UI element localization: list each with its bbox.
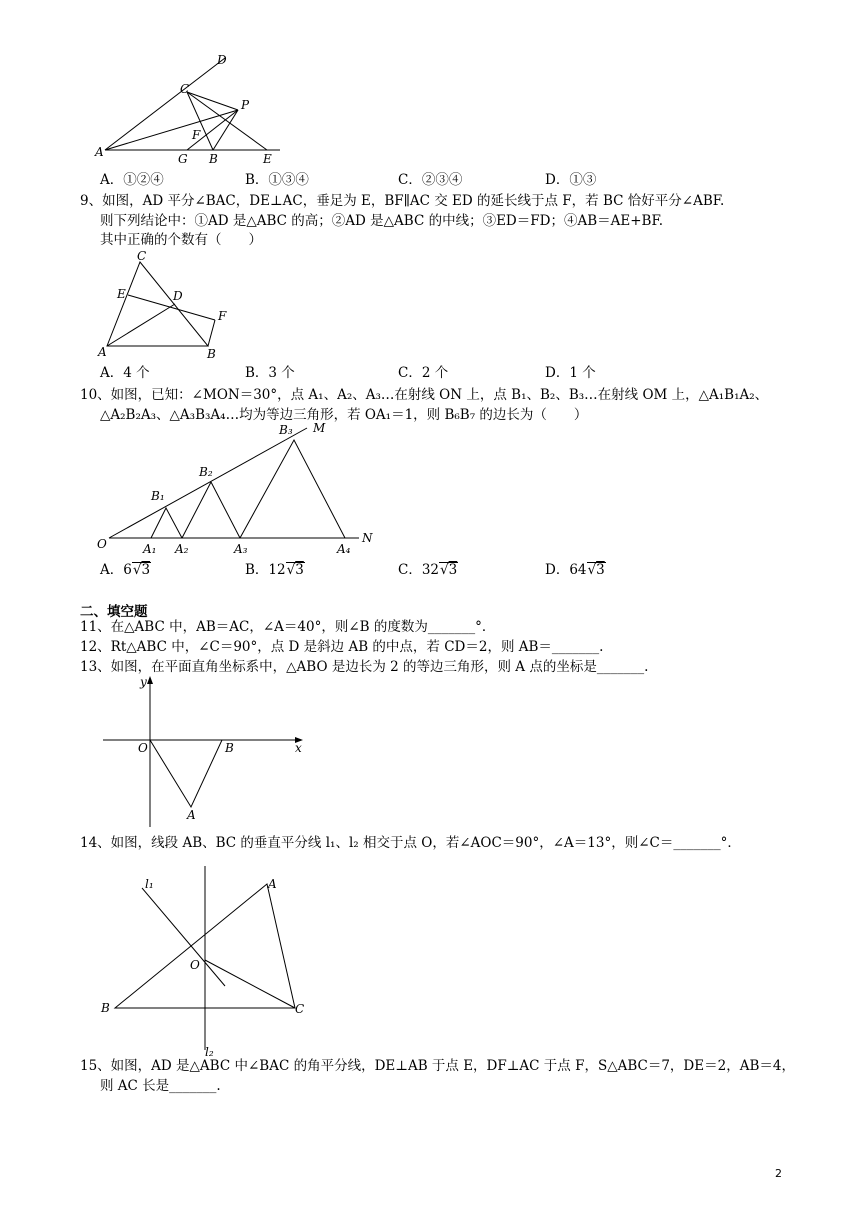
q13-label-A: A	[187, 808, 196, 822]
q13-label-x: x	[295, 741, 302, 755]
q10-figure	[95, 420, 385, 560]
q10-label-N: N	[362, 531, 373, 545]
q10-label-A4: A₄	[337, 542, 351, 556]
q10-label-B1: B₁	[151, 489, 165, 503]
q8-option-a: A．①②④	[100, 172, 164, 188]
q8-option-d: D．①③	[545, 172, 597, 188]
q9-figure	[95, 250, 245, 362]
q14-label-l1: l₁	[145, 877, 154, 891]
q14-figure	[95, 860, 325, 1060]
q9-option-c: C．2 个	[398, 365, 449, 381]
q14-label-B: B	[101, 1001, 110, 1015]
q9-label-B: B	[207, 347, 216, 361]
q8-label-C: C	[180, 82, 190, 96]
q14-label-A: A	[268, 877, 277, 891]
q10-label-A2: A₂	[175, 542, 189, 556]
q14-label-C: C	[295, 1002, 305, 1016]
q13-text: 13、如图，在平面直角坐标系中，△ABO 是边长为 2 的等边三角形，则 A 点的坐标是_______.	[80, 659, 649, 675]
q9-line-1: 9、如图，AD 平分∠BAC，DE⊥AC，垂足为 E，BF∥AC 交 ED 的延长线于点 F，若 BC 恰好平分∠ABF.	[80, 193, 725, 209]
q9-option-d: D．1 个	[545, 365, 596, 381]
q13-label-y: y	[140, 675, 147, 689]
q9-option-b: B．3 个	[245, 365, 295, 381]
q15-line-2: 则 AC 长是_______.	[100, 1078, 221, 1094]
q8-option-b: B．①③④	[245, 172, 309, 188]
q10-line-2: △A₂B₂A₃、△A₃B₃A₄…均为等边三角形，若 OA₁＝1，则 B₆B₇ 的边长为（ ）	[100, 407, 588, 423]
q13-figure	[95, 672, 320, 832]
q9-label-F: F	[218, 309, 227, 323]
q8-label-D: D	[217, 53, 227, 67]
q12-text: 12、Rt△ABC 中，∠C＝90°，点 D 是斜边 AB 的中点，若 CD＝2，则 AB＝_______.	[80, 639, 604, 655]
section-title: 二、填空题	[80, 604, 148, 620]
q10-label-O: O	[97, 537, 107, 551]
q10-option-b: B．12√3	[245, 562, 304, 578]
q8-label-E: E	[263, 152, 272, 166]
q8-label-G: G	[178, 152, 188, 166]
q9-option-a: A．4 个	[100, 365, 150, 381]
q10-option-c: C．32√3	[398, 562, 458, 578]
q8-option-c: C．②③④	[398, 172, 463, 188]
q9-line-3: 其中正确的个数有（ ）	[100, 232, 262, 248]
q10-option-a: A．6√3	[100, 562, 151, 578]
q9-line-2: 则下列结论中：①AD 是△ABC 的高；②AD 是△ABC 的中线；③ED＝FD；④AB＝AE+BF.	[100, 213, 664, 229]
q8-label-P: P	[241, 98, 250, 112]
q9-label-E: E	[117, 287, 126, 301]
q10-label-M: M	[313, 421, 326, 435]
q13-label-B: B	[225, 741, 234, 755]
q11-text: 11、在△ABC 中，AB＝AC，∠A＝40°，则∠B 的度数为_______°．	[80, 619, 496, 635]
q10-label-A1: A₁	[143, 542, 157, 556]
q10-line-1: 10、如图，已知：∠MON＝30°，点 A₁、A₂、A₃…在射线 ON 上，点 B₁、B₂、B₃…在射线 OM 上，△A₁B₁A₂、	[80, 387, 769, 403]
q8-figure	[95, 50, 295, 170]
q15-line-1: 15、如图，AD 是△ABC 中∠BAC 的角平分线，DE⊥AB 于点 E，DF⊥AC 于点 F，S△ABC＝7，DE＝2，AB＝4，	[80, 1058, 795, 1074]
q10-label-A3: A₃	[234, 542, 248, 556]
page-number: 2	[775, 1167, 782, 1180]
q13-label-O: O	[138, 741, 148, 755]
q9-label-D: D	[173, 289, 183, 303]
q14-label-O: O	[190, 958, 200, 972]
q10-label-B2: B₂	[199, 465, 213, 479]
q14-text: 14、如图，线段 AB、BC 的垂直平分线 l₁、l₂ 相交于点 O，若∠AOC＝90°，∠A＝13°，则∠C＝_______°．	[80, 835, 741, 851]
q10-option-d: D．64√3	[545, 562, 605, 578]
q10-label-B3: B₃	[279, 423, 293, 437]
q14-label-l2: l₂	[205, 1045, 214, 1059]
q9-label-C: C	[137, 249, 147, 263]
q8-label-F: F	[192, 128, 201, 142]
q9-label-A: A	[98, 345, 107, 359]
q8-label-A: A	[95, 145, 104, 159]
q8-label-B: B	[209, 152, 218, 166]
